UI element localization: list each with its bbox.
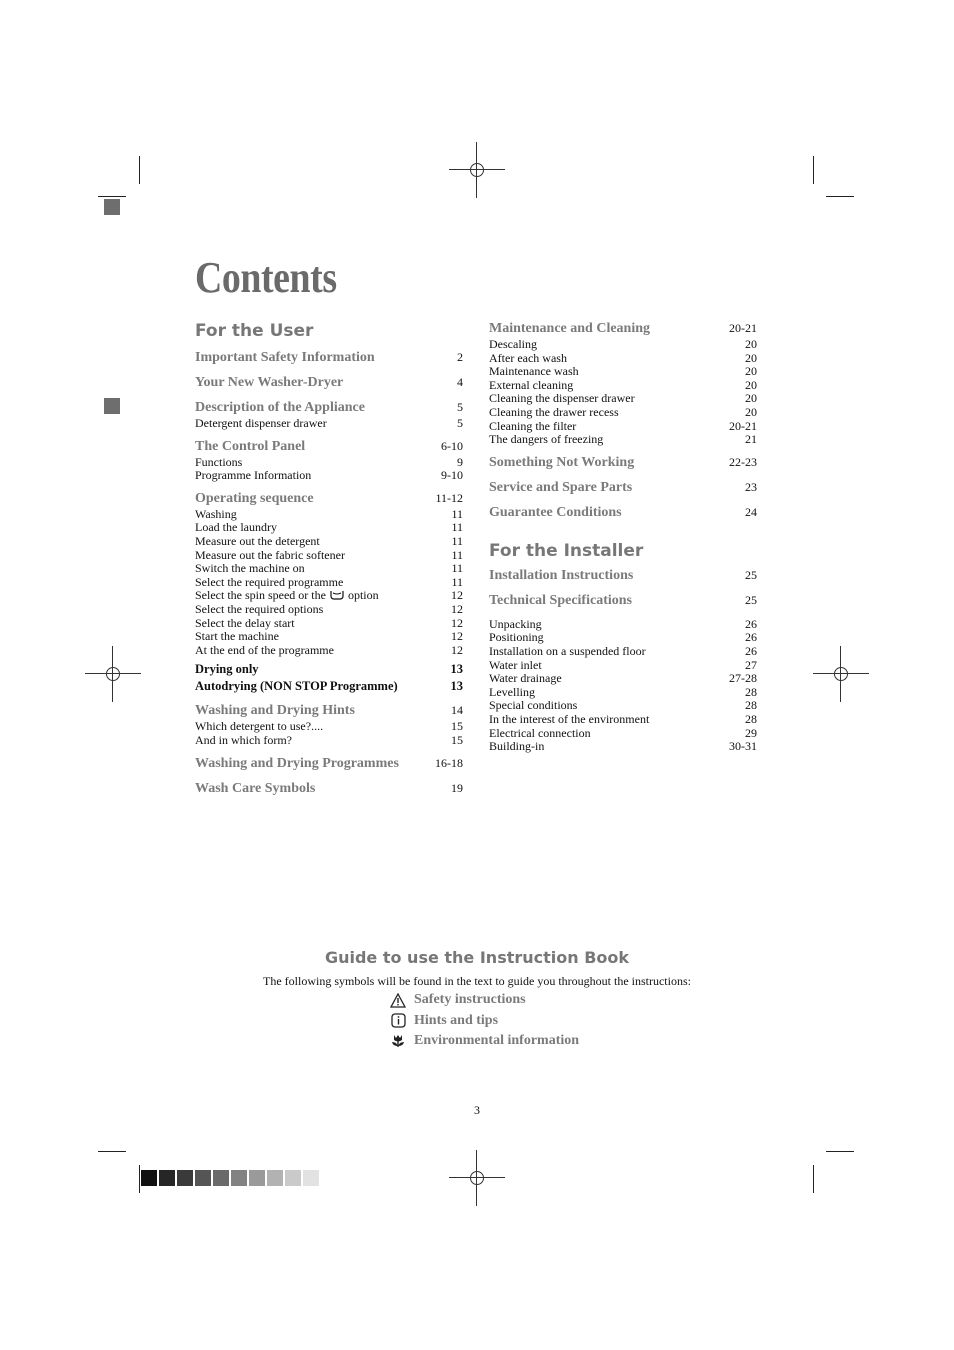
toc-section-page: 25 <box>745 567 757 582</box>
toc-entry <box>195 417 463 431</box>
toc-entry <box>489 365 757 379</box>
toc-section-label: Installation Instructions <box>489 567 634 583</box>
toc-entry-page: 26 <box>745 643 757 658</box>
toc-entry-page: 12 <box>451 642 463 657</box>
legend-item-safety <box>390 990 579 1011</box>
toc-entry-page: 30-31 <box>729 739 757 754</box>
toc-entry-label: After each wash <box>489 350 567 365</box>
toc-entry <box>489 379 757 393</box>
toc-entry-label: Washing <box>195 506 237 521</box>
toc-entry <box>195 535 463 549</box>
toc-entry-label: Which detergent to use?.... <box>195 719 324 734</box>
toc-entry-page: 20-21 <box>729 418 757 433</box>
toc-section-label: Washing and Drying Hints <box>195 703 355 719</box>
toc-entry-page: 26 <box>745 630 757 645</box>
toc-entry <box>195 589 463 603</box>
guide-text: The following symbols will be found in the text to guide you throughout the instructions: <box>263 974 691 988</box>
guide-title: Guide to use the Instruction Book <box>324 948 630 967</box>
toc-entry <box>489 740 757 754</box>
info-icon <box>390 1013 406 1029</box>
maintenance-toc-list <box>489 320 757 522</box>
toc-section-label: The Control Panel <box>195 438 306 454</box>
toc-section-label: Operating sequence <box>195 490 314 506</box>
color-calibration-strip <box>141 1170 319 1186</box>
toc-section <box>195 755 463 773</box>
toc-entry-page: 28 <box>745 711 757 726</box>
toc-entry-label: Switch the machine on <box>195 561 305 576</box>
page-number: 3 <box>474 1103 480 1117</box>
toc-entry-page: 13 <box>450 662 463 677</box>
toc-section <box>489 320 757 338</box>
toc-section-label: Wash Care Symbols <box>195 780 316 796</box>
toc-entry <box>489 420 757 434</box>
toc-entry-label: Water drainage <box>489 671 562 686</box>
toc-section-page: 25 <box>745 592 757 607</box>
toc-section-label: Maintenance and Cleaning <box>489 321 651 336</box>
toc-entry-page: 27 <box>745 657 757 672</box>
toc-entry-label: In the interest of the environment <box>489 711 650 726</box>
toc-entry <box>489 699 757 713</box>
toc-section <box>489 504 757 522</box>
toc-entry-page: 20 <box>745 337 757 351</box>
toc-entry <box>489 686 757 700</box>
toc-section <box>489 592 757 610</box>
toc-entry <box>489 672 757 686</box>
legend-label: Environmental information <box>414 1033 580 1049</box>
crop-mark <box>139 156 140 184</box>
toc-entry <box>195 734 463 748</box>
toc-section-label: Something Not Working <box>489 454 635 470</box>
toc-entry-label: Cleaning the drawer recess <box>489 404 619 419</box>
toc-section-label: Your New Washer-Dryer <box>195 375 344 390</box>
toc-entry-page: 28 <box>745 698 757 713</box>
toc-entry-label: Special conditions <box>489 698 578 713</box>
legend-label: Hints and tips <box>414 1012 499 1028</box>
toc-section-page: 23 <box>745 479 757 494</box>
tub-icon <box>326 588 348 602</box>
registration-mark <box>449 1150 505 1206</box>
toc-entry-page: 12 <box>451 615 463 630</box>
toc-section <box>195 490 463 508</box>
toc-entry <box>489 645 757 659</box>
toc-entry-label: Select the required options <box>195 601 324 616</box>
toc-entry-page: 11 <box>451 547 463 562</box>
toc-entry <box>195 720 463 734</box>
toc-entry-page: 11 <box>451 561 463 576</box>
toc-entry-label: Measure out the detergent <box>195 533 320 548</box>
installer-items-list <box>489 618 757 754</box>
user-toc-list <box>195 349 463 657</box>
toc-entry-label: Levelling <box>489 684 535 699</box>
registration-mark <box>449 142 505 198</box>
legend-item-hints <box>390 1011 579 1032</box>
entry-label-after: option <box>347 588 379 603</box>
toc-entry-page: 11 <box>451 506 463 521</box>
toc-entry-label: Start the machine <box>195 629 279 644</box>
toc-entry <box>195 678 463 695</box>
toc-section <box>489 454 757 472</box>
entry-label-text: Select the spin speed or the <box>195 588 326 603</box>
toc-entry-label: Descaling <box>489 337 537 351</box>
toc-entry-page: 11 <box>451 520 463 535</box>
toc-section-page: 5 <box>457 400 463 414</box>
toc-entry-label: Positioning <box>489 630 544 645</box>
toc-entry <box>195 630 463 644</box>
toc-entry-label: Select the delay start <box>195 615 295 630</box>
toc-section <box>195 374 463 392</box>
toc-entry <box>195 661 463 678</box>
toc-entry-label: Building-in <box>489 739 545 754</box>
toc-entry <box>195 617 463 631</box>
toc-section-page: 14 <box>451 703 463 718</box>
toc-entry <box>195 576 463 590</box>
toc-entry-label: Measure out the fabric softener <box>195 547 345 562</box>
toc-section-label: Description of the Appliance <box>195 400 365 415</box>
toc-entry <box>195 521 463 535</box>
toc-section <box>195 399 463 417</box>
toc-entry-label: Autodrying (NON STOP Programme) <box>195 679 398 694</box>
toc-entry <box>195 549 463 563</box>
toc-section-page: 4 <box>457 375 463 389</box>
toc-section-page: 24 <box>745 504 757 519</box>
legend-item-environment <box>390 1031 579 1052</box>
marker-square <box>104 398 120 414</box>
toc-entry-label: Maintenance wash <box>489 364 579 379</box>
marker-square <box>104 199 120 215</box>
toc-entry-page: 12 <box>451 629 463 644</box>
toc-entry <box>489 352 757 366</box>
toc-section <box>489 479 757 497</box>
toc-entry <box>195 456 463 470</box>
installer-toc-list <box>489 567 757 610</box>
toc-entry <box>489 631 757 645</box>
toc-entry-label: Water inlet <box>489 657 542 672</box>
user-heading: For the User <box>195 321 314 341</box>
toc-section-label: Washing and Drying Programmes <box>195 755 399 771</box>
crop-mark <box>139 1165 140 1193</box>
toc-entry-page: 29 <box>745 725 757 740</box>
toc-entry-page: 11 <box>451 574 463 589</box>
toc-entry-page: 11 <box>451 533 463 548</box>
toc-section-page: 6-10 <box>441 438 463 453</box>
toc-entry-page: 9 <box>457 454 463 469</box>
crop-mark <box>826 1151 854 1152</box>
toc-entry-label: Programme Information <box>195 468 312 483</box>
toc-entry-page: 20 <box>745 350 757 365</box>
toc-entry-label: Electrical connection <box>489 725 591 740</box>
registration-mark <box>813 646 869 702</box>
toc-entry-label: Detergent dispenser drawer <box>195 416 327 430</box>
toc-entry <box>489 392 757 406</box>
toc-entry-page: 28 <box>745 684 757 699</box>
toc-entry <box>489 618 757 632</box>
toc-entry-label: External cleaning <box>489 377 574 392</box>
toc-entry <box>195 603 463 617</box>
toc-section <box>195 438 463 456</box>
toc-entry-label: Unpacking <box>489 616 542 631</box>
toc-entry <box>195 562 463 576</box>
legend-label: Safety instructions <box>414 992 526 1008</box>
installer-heading: For the Installer <box>489 540 644 561</box>
toc-section <box>195 702 463 720</box>
crop-mark <box>813 156 814 184</box>
toc-section-label: Guarantee Conditions <box>489 504 622 520</box>
toc-entry <box>489 433 757 447</box>
contents-right-column <box>489 320 757 754</box>
contents-user-column <box>195 320 463 798</box>
toc-entry-page: 9-10 <box>441 468 463 483</box>
symbol-legend <box>390 990 579 1052</box>
toc-entry <box>489 406 757 420</box>
toc-entry <box>489 659 757 673</box>
toc-section-page: 2 <box>457 350 463 364</box>
warning-triangle-icon <box>390 992 406 1008</box>
toc-entry-page: 12 <box>451 601 463 616</box>
toc-section-label: Technical Specifications <box>489 592 632 608</box>
toc-section-page: 22-23 <box>729 454 757 469</box>
crop-mark <box>826 196 854 197</box>
user-bold-list <box>195 661 463 695</box>
toc-section <box>195 780 463 798</box>
toc-entry-label: Cleaning the dispenser drawer <box>489 391 635 406</box>
toc-section <box>489 567 757 585</box>
toc-section <box>195 349 463 367</box>
toc-entry <box>195 469 463 483</box>
toc-entry-page: 15 <box>451 719 463 734</box>
toc-section-page: 16-18 <box>435 755 463 770</box>
toc-entry-label: The dangers of freezing <box>489 432 604 447</box>
toc-entry <box>489 713 757 727</box>
toc-entry <box>489 338 757 352</box>
crop-mark <box>98 196 126 197</box>
toc-entry-page: 13 <box>450 679 463 694</box>
toc-entry <box>489 727 757 741</box>
toc-entry <box>195 644 463 658</box>
toc-entry-page: 20 <box>745 404 757 419</box>
toc-entry <box>195 508 463 522</box>
toc-entry-label: Cleaning the filter <box>489 418 577 433</box>
toc-entry-label: Load the laundry <box>195 520 277 535</box>
toc-entry-label: At the end of the programme <box>195 642 334 657</box>
toc-entry-label: Select the required programme <box>195 574 344 589</box>
toc-entry-label: And in which form? <box>195 732 292 747</box>
user-toc-list-2 <box>195 702 463 797</box>
environment-flower-icon <box>390 1033 406 1049</box>
toc-section-page: 20-21 <box>729 321 757 335</box>
toc-section-page: 11-12 <box>435 490 463 505</box>
toc-entry-label: Installation on a suspended floor <box>489 643 646 658</box>
toc-entry-page: 15 <box>451 732 463 747</box>
toc-section-label: Important Safety Information <box>195 350 375 365</box>
page-title: Contents <box>195 253 337 302</box>
crop-mark <box>98 1151 126 1152</box>
toc-entry-page: 27-28 <box>729 671 757 686</box>
toc-section-label: Service and Spare Parts <box>489 479 633 495</box>
toc-entry-label <box>195 589 379 603</box>
toc-section-page: 19 <box>451 780 463 795</box>
toc-entry-page: 21 <box>745 432 757 447</box>
crop-mark <box>813 1165 814 1193</box>
toc-entry-page: 26 <box>745 616 757 631</box>
toc-entry-page: 12 <box>451 588 463 603</box>
toc-entry-label: Drying only <box>195 662 259 677</box>
toc-entry-page: 5 <box>457 416 463 430</box>
toc-entry-page: 20 <box>745 364 757 379</box>
toc-entry-page: 20 <box>745 391 757 406</box>
toc-entry-label: Functions <box>195 454 243 469</box>
registration-mark <box>85 646 141 702</box>
toc-entry-page: 20 <box>745 377 757 392</box>
